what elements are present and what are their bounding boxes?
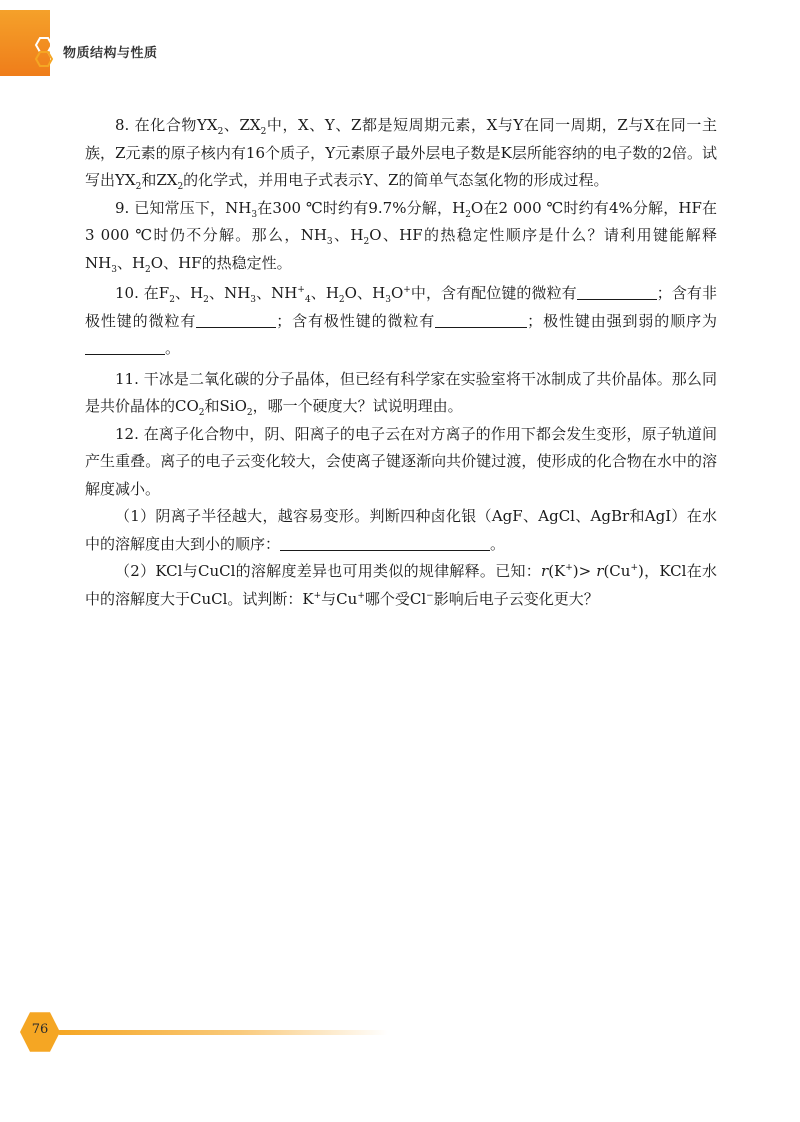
question-12-part-2: （2）KCl与CuCl的溶解度差异也可用类似的规律解释。已知：r(K+)> r(Cu+)，KCl在水中的溶解度大于CuCl。试判断：K+与Cu+哪个受Cl−影响后电子云变化更大？	[85, 562, 717, 608]
question-12-intro: 12. 在离子化合物中，阴、阳离子的电子云在对方离子的作用下都会发生变形，原子轨道间产生重叠。离子的电子云变化较大，会使离子键逐渐向共价键过渡，使形成的化合物在水中的溶解度减小。	[85, 424, 717, 498]
question-8: 8. 在化合物$YX_2$、$ZX_2$中，X、Y、Z都是短周期元素，X与Y在同一周期，Z与X在同一主族，Z元素的原子核内有16个质子，Y元素原子最外层电子数是K层所能容纳的电子数的2倍。试写出$YX_2$和$ZX_2$的化学式，并用电子式表示Y、Z的简单气态氢化物的形成过程。	[85, 116, 717, 192]
book-title: 物质结构与性质	[63, 46, 158, 61]
answer-blank-polar-bond[interactable]	[435, 311, 527, 328]
answer-blank-polarity-order[interactable]	[85, 338, 165, 355]
question-11: 11. 干冰是二氧化碳的分子晶体，但已经有科学家在实验室将干冰制成了共价晶体。那么同是共价晶体的$CO_2$和SiO$_2$，哪一个硬度大？试说明理由。	[85, 369, 717, 418]
answer-blank-nonpolar-bond[interactable]	[196, 311, 276, 328]
question-9: 9. 已知常压下，$NH_3$在300 ℃时约有9.7%分解，$H_2O$在2 000 ℃时约有4%分解，HF在3 000 ℃时仍不分解。那么，$NH_3$、$H_2O$、HF的热稳定性顺序是什么？请利用键能解释$NH_3$、$H_2O$、HF的热稳定性。	[85, 198, 718, 275]
answer-blank-coordinate-bond[interactable]	[577, 283, 657, 300]
exercise-list	[85, 112, 717, 613]
footer-divider	[58, 1030, 388, 1035]
page-header	[0, 0, 800, 90]
question-10: 10. 在$F_2$、$H_2$、$NH_3$、$NH^+_4$、$H_2O$、$H_3O^+$中，含有配位键的微粒有 ；含有非极性键的微粒有 ；含有极性键的微粒有 ；极性键由强到弱的顺序为。	[85, 284, 717, 357]
answer-blank-solubility-order[interactable]	[280, 534, 490, 551]
page-footer	[0, 1010, 800, 1070]
question-12-part-1: （1）阴离子半径越大，越容易变形。判断四种卤化银（AgF、AgCl、AgBr和AgI）在水中的溶解度由大到小的顺序： 。	[85, 507, 717, 553]
page-number: 76	[31, 1022, 49, 1037]
